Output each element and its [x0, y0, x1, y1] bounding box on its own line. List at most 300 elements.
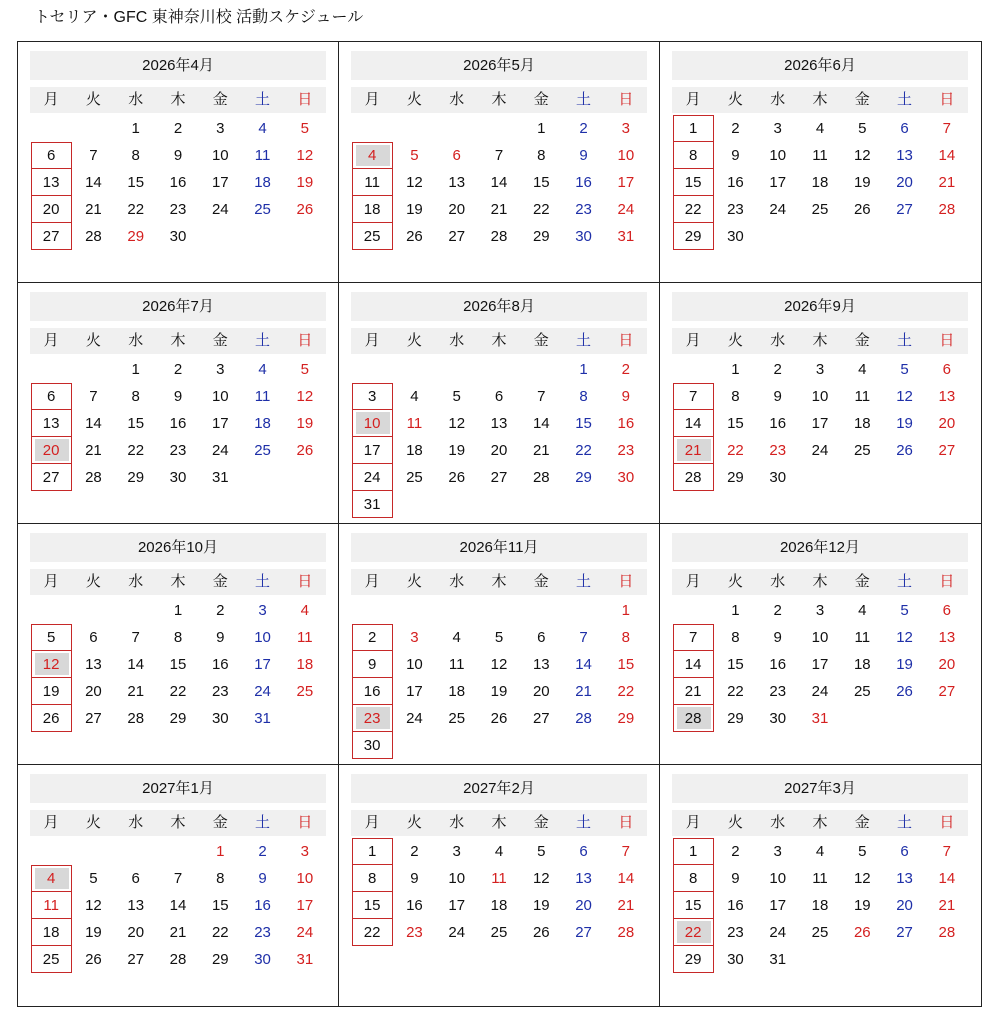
day-number: 25: [406, 469, 423, 486]
empty-day: [672, 356, 714, 383]
calendar-day: [562, 892, 604, 919]
weekday-label: 月: [364, 573, 380, 590]
day-number: 6: [900, 843, 909, 860]
day-number: 19: [853, 174, 871, 191]
calendar-day: [284, 865, 326, 892]
day-number: 22: [684, 924, 702, 941]
calendar-day: [714, 410, 756, 437]
day-number: 2: [731, 120, 740, 137]
weekday-label: 木: [170, 814, 186, 831]
day-number: 23: [617, 442, 635, 459]
day-number: 22: [684, 201, 702, 218]
day-number: 18: [254, 415, 271, 432]
calendar-day: [393, 410, 435, 437]
day-number: 22: [127, 201, 145, 218]
day-number: 13: [938, 388, 956, 405]
weekday-label: 木: [812, 332, 828, 349]
day-grid: [351, 838, 647, 946]
day-number: 13: [42, 415, 60, 432]
calendar-day: [351, 732, 393, 759]
day-number: 7: [173, 870, 183, 887]
calendar-day: [926, 196, 968, 223]
calendar-day: [672, 838, 714, 865]
calendar-day: [799, 410, 841, 437]
calendar-day: [72, 865, 114, 892]
day-number: 28: [490, 228, 508, 245]
calendar-day: [478, 196, 520, 223]
calendar-day: [241, 865, 283, 892]
calendar-day: [926, 651, 968, 678]
day-number: 24: [363, 469, 381, 486]
day-number: 14: [85, 174, 102, 191]
day-number: 15: [127, 415, 145, 432]
day-number: 6: [89, 629, 98, 646]
day-number: 13: [127, 897, 145, 914]
calendar-day: [351, 865, 393, 892]
weekday-header: [351, 328, 647, 354]
calendar-day: [157, 946, 199, 973]
calendar-day: [799, 838, 841, 865]
calendar-day: [72, 196, 114, 223]
day-number: 18: [42, 924, 60, 941]
day-number: 12: [406, 174, 423, 191]
day-number: 22: [532, 201, 550, 218]
page-title: トセリア・GFC 東神奈川校 活動スケジュール: [34, 9, 364, 26]
calendar-day: [30, 196, 72, 223]
empty-day: [72, 356, 114, 383]
calendar-day: [799, 169, 841, 196]
day-number: 21: [617, 897, 635, 914]
calendar-day: [436, 705, 478, 732]
day-number: 14: [617, 870, 635, 887]
calendar-day: [30, 705, 72, 732]
month-calendar: [660, 283, 981, 524]
day-number: 2: [173, 120, 183, 137]
day-number: 22: [169, 683, 187, 700]
calendar-day: [841, 383, 883, 410]
day-number: 26: [853, 924, 871, 941]
calendar-day: [393, 919, 435, 946]
weekday-label: 水: [128, 91, 144, 108]
day-number: 19: [296, 415, 314, 432]
day-number: 24: [211, 201, 229, 218]
calendar-day: [799, 705, 841, 732]
calendar-day: [926, 437, 968, 464]
empty-day: [393, 597, 435, 624]
day-number: 16: [169, 174, 187, 191]
day-number: 29: [727, 710, 744, 727]
day-number: 1: [537, 120, 546, 137]
calendar-day: [157, 865, 199, 892]
calendar-day: [757, 356, 799, 383]
calendar-day: [393, 865, 435, 892]
calendar-day: [72, 437, 114, 464]
day-number: 5: [900, 602, 909, 619]
month-title: 2026年6月: [672, 51, 968, 80]
day-number: 6: [942, 602, 952, 619]
day-number: 14: [575, 656, 592, 673]
calendar-day: [284, 946, 326, 973]
weekday-label: 水: [128, 573, 144, 590]
calendar-day: [520, 383, 562, 410]
day-number: 19: [490, 683, 508, 700]
day-number: 10: [617, 147, 635, 164]
day-number: 10: [296, 870, 314, 887]
calendar-day: [883, 410, 925, 437]
day-number: 1: [131, 361, 140, 378]
weekday-label: 火: [85, 573, 101, 590]
weekday-header: [351, 810, 647, 836]
day-number: 13: [85, 656, 102, 673]
weekday-label: 金: [533, 91, 549, 108]
calendar-day: [115, 892, 157, 919]
weekday-label: 木: [170, 332, 186, 349]
calendar-day: [562, 196, 604, 223]
day-number: 5: [537, 843, 546, 860]
calendar-day: [393, 651, 435, 678]
calendar-day: [284, 597, 326, 624]
calendar-day: [757, 892, 799, 919]
calendar-day: [241, 651, 283, 678]
day-number: 4: [858, 361, 867, 378]
day-number: 14: [684, 415, 702, 432]
calendar-day: [30, 142, 72, 169]
day-number: 17: [769, 897, 787, 914]
day-number: 31: [296, 951, 314, 968]
day-number: 20: [575, 897, 592, 914]
weekday-header: [351, 87, 647, 113]
day-number: 2: [258, 843, 267, 860]
weekday-label: 日: [618, 814, 634, 831]
day-number: 14: [169, 897, 187, 914]
calendar-day: [520, 223, 562, 250]
day-number: 29: [127, 228, 145, 245]
day-number: 15: [127, 174, 145, 191]
day-number: 16: [617, 415, 635, 432]
empty-day: [30, 115, 72, 142]
day-number: 18: [363, 201, 381, 218]
calendar-day: [30, 223, 72, 250]
calendar-day: [436, 169, 478, 196]
day-number: 19: [296, 174, 314, 191]
calendar-day: [562, 115, 604, 142]
day-number: 15: [684, 897, 702, 914]
calendar-day: [199, 383, 241, 410]
calendar-day: [926, 142, 968, 169]
day-grid: [30, 838, 326, 973]
day-number: 22: [617, 683, 635, 700]
calendar-day: [926, 169, 968, 196]
day-number: 28: [684, 469, 702, 486]
calendar-day: [562, 410, 604, 437]
day-number: 22: [211, 924, 229, 941]
calendar-day: [241, 437, 283, 464]
calendar-day: [284, 383, 326, 410]
calendar-day: [478, 865, 520, 892]
weekday-label: 土: [576, 91, 592, 108]
calendar-day: [157, 624, 199, 651]
day-number: 13: [42, 174, 60, 191]
calendar-day: [72, 223, 114, 250]
weekday-label: 月: [685, 91, 701, 108]
weekday-label: 土: [576, 573, 592, 590]
day-number: 19: [896, 656, 913, 673]
calendar-day: [351, 410, 393, 437]
weekday-label: 月: [43, 91, 59, 108]
calendar-day: [841, 919, 883, 946]
calendar-day: [393, 892, 435, 919]
day-number: 15: [617, 656, 635, 673]
empty-day: [30, 597, 72, 624]
day-number: 18: [490, 897, 508, 914]
weekday-label: 金: [854, 814, 870, 831]
calendar-day: [672, 705, 714, 732]
calendar-day: [714, 624, 756, 651]
day-number: 18: [811, 174, 829, 191]
calendar-day: [115, 169, 157, 196]
calendar-day: [926, 410, 968, 437]
calendar-day: [115, 919, 157, 946]
weekday-header: [30, 328, 326, 354]
day-number: 19: [853, 897, 871, 914]
calendar-day: [672, 919, 714, 946]
calendar-day: [30, 169, 72, 196]
calendar-day: [926, 115, 968, 142]
day-number: 28: [617, 924, 635, 941]
day-number: 6: [579, 843, 588, 860]
day-number: 28: [938, 201, 956, 218]
day-number: 17: [769, 174, 787, 191]
day-number: 9: [410, 870, 419, 887]
day-number: 8: [731, 388, 740, 405]
day-number: 29: [211, 951, 229, 968]
calendar-day: [284, 892, 326, 919]
day-grid: [672, 356, 968, 491]
calendar-day: [241, 705, 283, 732]
calendar-day: [926, 597, 968, 624]
calendar-day: [520, 651, 562, 678]
empty-day: [351, 356, 393, 383]
calendar-day: [883, 142, 925, 169]
calendar-day: [199, 678, 241, 705]
day-number: 4: [452, 629, 461, 646]
day-number: 12: [896, 388, 913, 405]
empty-day: [478, 597, 520, 624]
calendar-day: [757, 383, 799, 410]
weekday-label: 水: [770, 573, 786, 590]
calendar-day: [672, 892, 714, 919]
day-number: 26: [896, 442, 913, 459]
day-number: 1: [367, 843, 377, 860]
calendar-day: [714, 196, 756, 223]
day-number: 12: [490, 656, 508, 673]
day-number: 16: [406, 897, 423, 914]
day-number: 8: [367, 870, 377, 887]
day-number: 4: [410, 388, 419, 405]
calendar-day: [157, 356, 199, 383]
day-number: 11: [854, 629, 871, 646]
day-number: 1: [731, 361, 740, 378]
calendar-day: [351, 437, 393, 464]
calendar-day: [520, 838, 562, 865]
calendar-day: [436, 651, 478, 678]
day-number: 29: [684, 951, 702, 968]
day-number: 26: [296, 201, 314, 218]
day-number: 8: [216, 870, 225, 887]
month-title: 2026年9月: [672, 292, 968, 321]
calendar-day: [605, 383, 647, 410]
calendar-day: [757, 437, 799, 464]
day-number: 17: [363, 442, 381, 459]
day-grid: [30, 356, 326, 491]
weekday-label: 月: [685, 814, 701, 831]
day-number: 30: [211, 710, 229, 727]
day-number: 16: [769, 415, 787, 432]
day-number: 27: [938, 683, 956, 700]
day-number: 5: [858, 120, 867, 137]
calendar-day: [605, 142, 647, 169]
day-number: 26: [896, 683, 913, 700]
day-number: 19: [448, 442, 466, 459]
day-number: 26: [448, 469, 466, 486]
month-title: 2026年5月: [351, 51, 647, 80]
day-number: 19: [896, 415, 913, 432]
day-number: 29: [169, 710, 187, 727]
calendar-day: [241, 356, 283, 383]
calendar-day: [757, 651, 799, 678]
month-calendar: [660, 765, 981, 1006]
calendar-day: [478, 383, 520, 410]
day-number: 29: [684, 228, 702, 245]
weekday-label: 水: [128, 332, 144, 349]
empty-day: [520, 356, 562, 383]
weekday-label: 土: [897, 814, 913, 831]
calendar-day: [199, 946, 241, 973]
day-number: 24: [406, 710, 423, 727]
weekday-label: 土: [255, 91, 271, 108]
calendar-day: [199, 410, 241, 437]
calendar-day: [436, 142, 478, 169]
day-number: 2: [367, 629, 377, 646]
weekday-label: 日: [939, 91, 955, 108]
month-calendar: [660, 524, 981, 765]
day-number: 4: [300, 602, 310, 619]
empty-day: [436, 115, 478, 142]
day-number: 24: [617, 201, 635, 218]
month-title: 2026年8月: [351, 292, 647, 321]
calendar-day: [841, 410, 883, 437]
day-number: 24: [296, 924, 314, 941]
day-number: 6: [942, 361, 952, 378]
day-number: 24: [769, 924, 787, 941]
day-number: 14: [684, 656, 702, 673]
calendar-grid: [17, 41, 982, 1007]
calendar-day: [115, 651, 157, 678]
calendar-day: [841, 437, 883, 464]
calendar-day: [799, 892, 841, 919]
calendar-day: [241, 946, 283, 973]
weekday-label: 火: [406, 91, 422, 108]
day-number: 10: [211, 147, 229, 164]
calendar-day: [883, 597, 925, 624]
calendar-day: [436, 383, 478, 410]
weekday-label: 火: [406, 814, 422, 831]
day-number: 26: [296, 442, 314, 459]
calendar-day: [393, 223, 435, 250]
day-number: 11: [43, 897, 59, 914]
day-number: 23: [727, 201, 744, 218]
calendar-day: [157, 919, 199, 946]
calendar-day: [436, 437, 478, 464]
calendar-day: [605, 624, 647, 651]
calendar-day: [714, 678, 756, 705]
empty-day: [157, 838, 199, 865]
calendar-day: [841, 892, 883, 919]
day-number: 25: [296, 683, 314, 700]
calendar-day: [351, 838, 393, 865]
calendar-day: [883, 678, 925, 705]
weekday-header: [672, 87, 968, 113]
calendar-day: [199, 356, 241, 383]
calendar-day: [672, 946, 714, 973]
day-number: 28: [85, 228, 102, 245]
empty-day: [30, 356, 72, 383]
calendar-day: [157, 383, 199, 410]
calendar-day: [883, 624, 925, 651]
day-number: 20: [896, 174, 913, 191]
day-number: 10: [406, 656, 423, 673]
calendar-day: [757, 142, 799, 169]
calendar-day: [520, 892, 562, 919]
calendar-day: [714, 383, 756, 410]
day-number: 31: [811, 710, 829, 727]
calendar-day: [351, 919, 393, 946]
calendar-day: [115, 705, 157, 732]
calendar-day: [883, 169, 925, 196]
calendar-day: [714, 115, 756, 142]
day-number: 9: [773, 388, 782, 405]
empty-day: [72, 838, 114, 865]
calendar-day: [115, 223, 157, 250]
day-number: 17: [211, 174, 229, 191]
weekday-label: 日: [618, 573, 634, 590]
calendar-day: [520, 865, 562, 892]
weekday-header: [30, 569, 326, 595]
calendar-day: [478, 169, 520, 196]
day-number: 17: [406, 683, 423, 700]
day-number: 7: [537, 388, 546, 405]
month-calendar: [18, 42, 339, 283]
day-number: 11: [491, 870, 507, 887]
day-number: 8: [688, 147, 698, 164]
day-number: 30: [169, 469, 187, 486]
calendar-day: [520, 705, 562, 732]
calendar-day: [478, 678, 520, 705]
calendar-day: [605, 597, 647, 624]
calendar-day: [672, 624, 714, 651]
day-number: 9: [579, 147, 588, 164]
day-number: 18: [811, 897, 829, 914]
day-number: 26: [85, 951, 102, 968]
calendar-day: [672, 678, 714, 705]
day-number: 3: [773, 120, 782, 137]
calendar-day: [393, 705, 435, 732]
calendar-day: [672, 142, 714, 169]
day-number: 23: [769, 683, 787, 700]
empty-day: [393, 356, 435, 383]
day-number: 24: [811, 442, 829, 459]
calendar-day: [30, 892, 72, 919]
